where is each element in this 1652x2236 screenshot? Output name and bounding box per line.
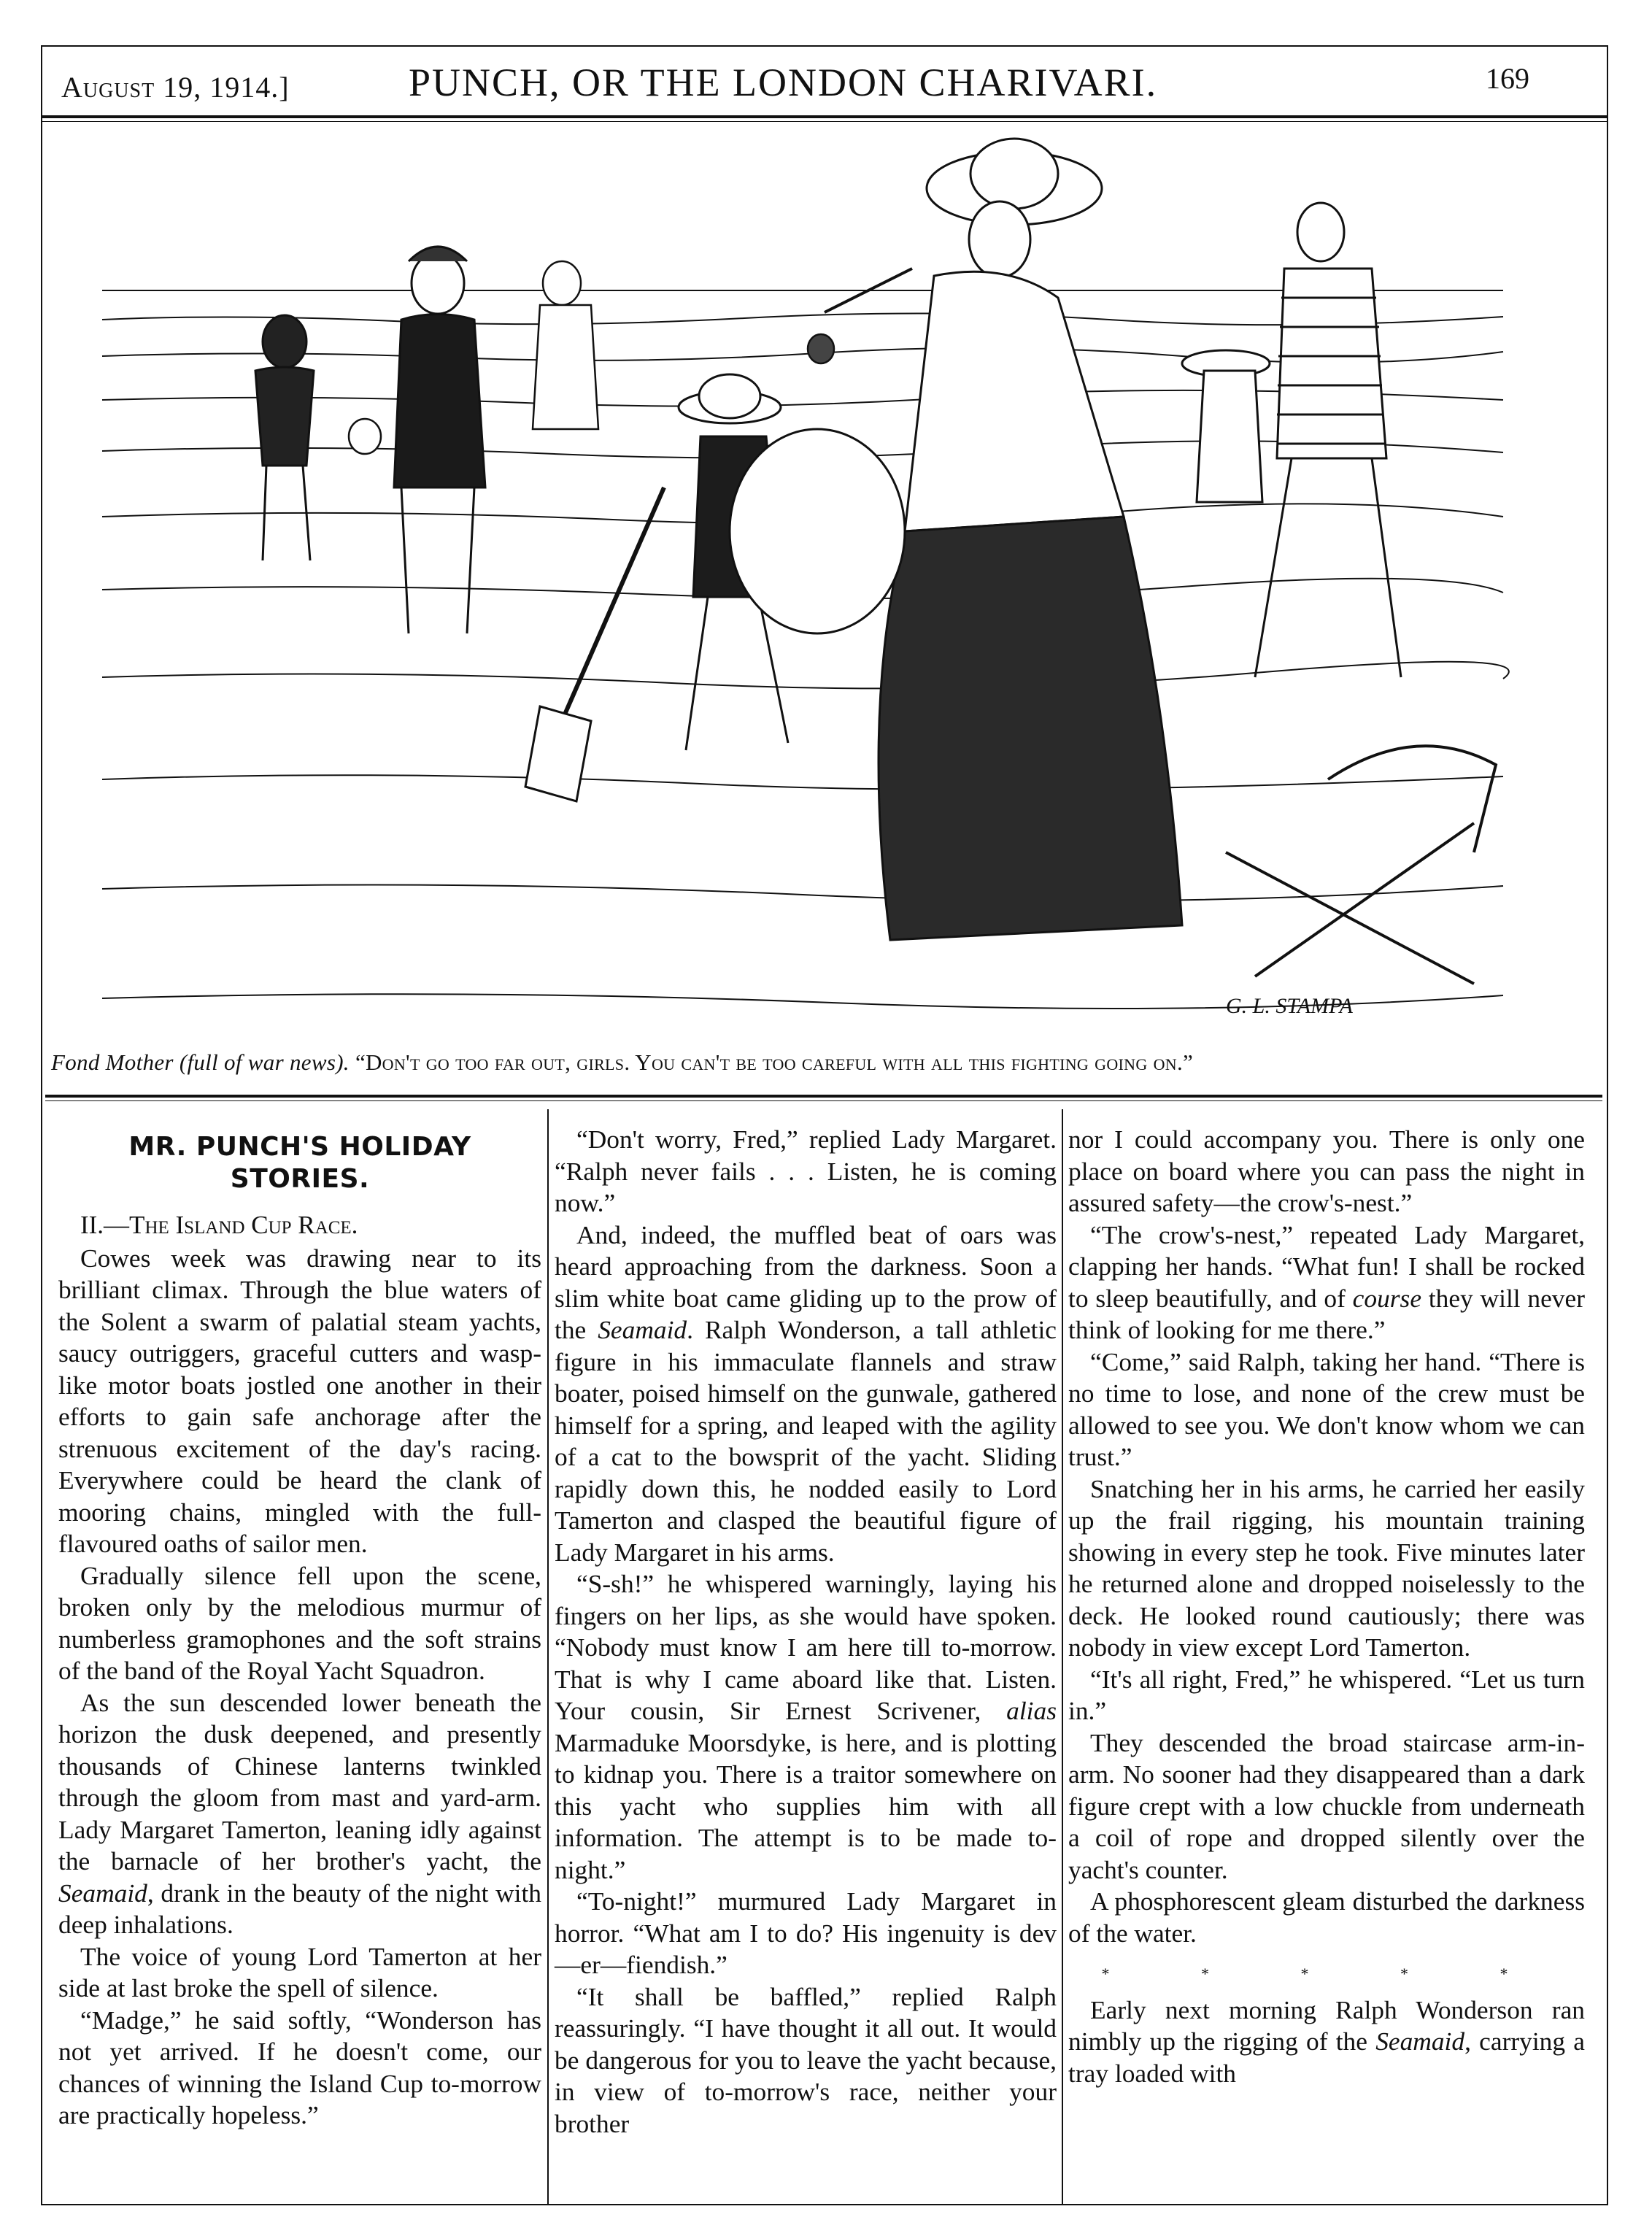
caption-speaker: Fond Mother — [51, 1049, 174, 1075]
header-rule-thick — [41, 115, 1608, 118]
paragraph: As the sun descended lower beneath the horizon the dusk deepened, and presently thousands of Chinese lanterns twinkled through the gloom from mast and yard-arm. Lady Margaret Tamerton, leaning idly against the barnacle of her brother's yacht, the Seamaid, drank in the beauty of the night with deep inhalations. — [58, 1687, 541, 1939]
fond-mother-figure — [730, 139, 1182, 940]
paragraph: A phosphorescent gleam disturbed the darkness of the water. — [1068, 1886, 1585, 1948]
paragraph: “It's all right, Fred,” he whispered. “Let us turn in.” — [1068, 1664, 1585, 1725]
paragraph: “S-sh!” he whispered warningly, laying his fingers on her lips, as she would have spoken. “Nobody must know I am here till to-morrow. That is why I came aboard like that. Listen. Your cousin, Sir Ernest Scrivener, alias Marmaduke Moorsdyke, is here, and is plotting to kidnap you. There is a traitor somewhere on this yacht who supplies him with all information. The attempt is to be made to-night.” — [555, 1569, 1057, 1884]
caption-quote: “Don't go too far out, girls. You can't be too careful with all this fighting going on.” — [355, 1049, 1194, 1075]
paragraph: They descended the broad staircase arm-in-arm. No sooner had they disappeared than a dark figure crept with a low chuckle from underneath a coil of rope and dropped silently over the yacht's counter. — [1068, 1727, 1585, 1884]
striped-bather-figure — [1182, 203, 1401, 677]
paragraph: Cowes week was drawing near to its brilliant climax. Through the blue waters of the Solent a swarm of palatial steam yachts, saucy outriggers, graceful cutters and wasp-like motor boats jostled one another in their efforts to gain safe anchorage after the strenuous excitement of the day's racing. Everywhere could be heard the clank of mooring chains, mingled with the full-flavoured oaths of sailor men. — [58, 1243, 541, 1558]
story-subtitle: II.—The Island Cup Race. — [80, 1211, 358, 1239]
paragraph: “The crow's-nest,” repeated Lady Margaret, clapping her hands. “What fun! I shall be rocked to sleep beautifully, and of course they will never think of looking for me there.” — [1068, 1219, 1585, 1344]
cartoon-illustration — [88, 123, 1518, 1038]
paragraph: Snatching her in his arms, he carried her easily up the frail rigging, his mountain training showing in every step he took. Five minutes later he returned alone and dropped noiselessly to the deck. He looked round cautiously; there was nobody in view except Lord Tamerton. — [1068, 1473, 1585, 1662]
section-break-stars: * * * * * — [1101, 1965, 1552, 1983]
outer-border-bottom — [41, 2204, 1608, 2205]
artist-signature: G. L. STAMPA — [1226, 994, 1353, 1018]
header-date: August 19, 1914.] — [61, 71, 290, 104]
story-title: MR. PUNCH'S HOLIDAY STORIES. — [128, 1132, 471, 1194]
paragraph: “It shall be baffled,” replied Ralph reassuringly. “I have thought it all out. It would be dangerous for you to leave the yacht because, in view of to-morrow's race, neither your brother — [555, 1981, 1057, 2138]
column-divider-1 — [547, 1109, 549, 2204]
bather-left-figure — [255, 315, 314, 560]
text-column-3 — [1068, 1124, 1585, 2089]
paragraph: “To-night!” murmured Lady Margaret in horror. “What am I to do? His ingenuity is dev—er—fiendish.” — [555, 1886, 1057, 1979]
caption-rule-thick — [45, 1095, 1602, 1098]
header-rule-thin — [41, 121, 1608, 122]
text-column-1 — [58, 1124, 541, 2132]
paragraph: “Madge,” he said softly, “Wonderson has not yet arrived. If he doesn't come, our chances of winning the Island Cup to-morrow are practically hopeless.” — [58, 2005, 541, 2129]
paragraph: “Don't worry, Fred,” replied Lady Margaret. “Ralph never fails . . . Listen, he is coming now.” — [555, 1125, 1057, 1217]
caption-aside: full of war news — [187, 1049, 336, 1075]
outer-border-right — [1607, 45, 1608, 2205]
paragraph: Gradually silence fell upon the scene, broken only by the melodious murmur of numberless gramophones and the soft strains of the band of the Royal Yacht Squadron. — [58, 1560, 541, 1685]
cartoon-caption: Fond Mother (full of war news). “Don't go too far out, girls. You can't be too careful with all this fighting going on.” — [51, 1049, 1194, 1075]
outer-border-top — [41, 45, 1608, 47]
header-page-number: 169 — [1486, 62, 1529, 95]
paragraph: The voice of young Lord Tamerton at her side at last broke the spell of silence. — [58, 1941, 541, 2002]
paragraph: Early next morning Ralph Wonderson ran nimbly up the rigging of the Seamaid, carrying a tray loaded with — [1068, 1994, 1585, 2088]
paragraph: nor I could accompany you. There is only one place on board where you can pass the night in assured safety—the crow's-nest.” — [1068, 1125, 1585, 1217]
caption-rule-thin — [45, 1100, 1602, 1101]
outer-border-left — [41, 45, 42, 2205]
text-column-2 — [555, 1124, 1057, 2140]
paragraph: “Come,” said Ralph, taking her hand. “There is no time to lose, and none of the crew must be allowed to see you. We don't know whom we can trust.” — [1068, 1346, 1585, 1471]
header-publication-title: PUNCH, OR THE LONDON CHARIVARI. — [409, 61, 1158, 104]
bather-woman-figure — [394, 247, 485, 633]
column-divider-2 — [1062, 1109, 1063, 2204]
paragraph: And, indeed, the muffled beat of oars was heard approaching from the darkness. Soon a slim white boat came gliding up to the prow of the Seamaid. Ralph Wonderson, a tall athletic figure in his immaculate flannels and straw boater, poised himself on the gunwale, gathered himself for a spring, and leaped with the agility of a cat to the bowsprit of the yacht. Sliding rapidly down this, he nodded easily to Lord Tamerton and clasped the beautiful figure of Lady Margaret in his arms. — [555, 1219, 1057, 1567]
